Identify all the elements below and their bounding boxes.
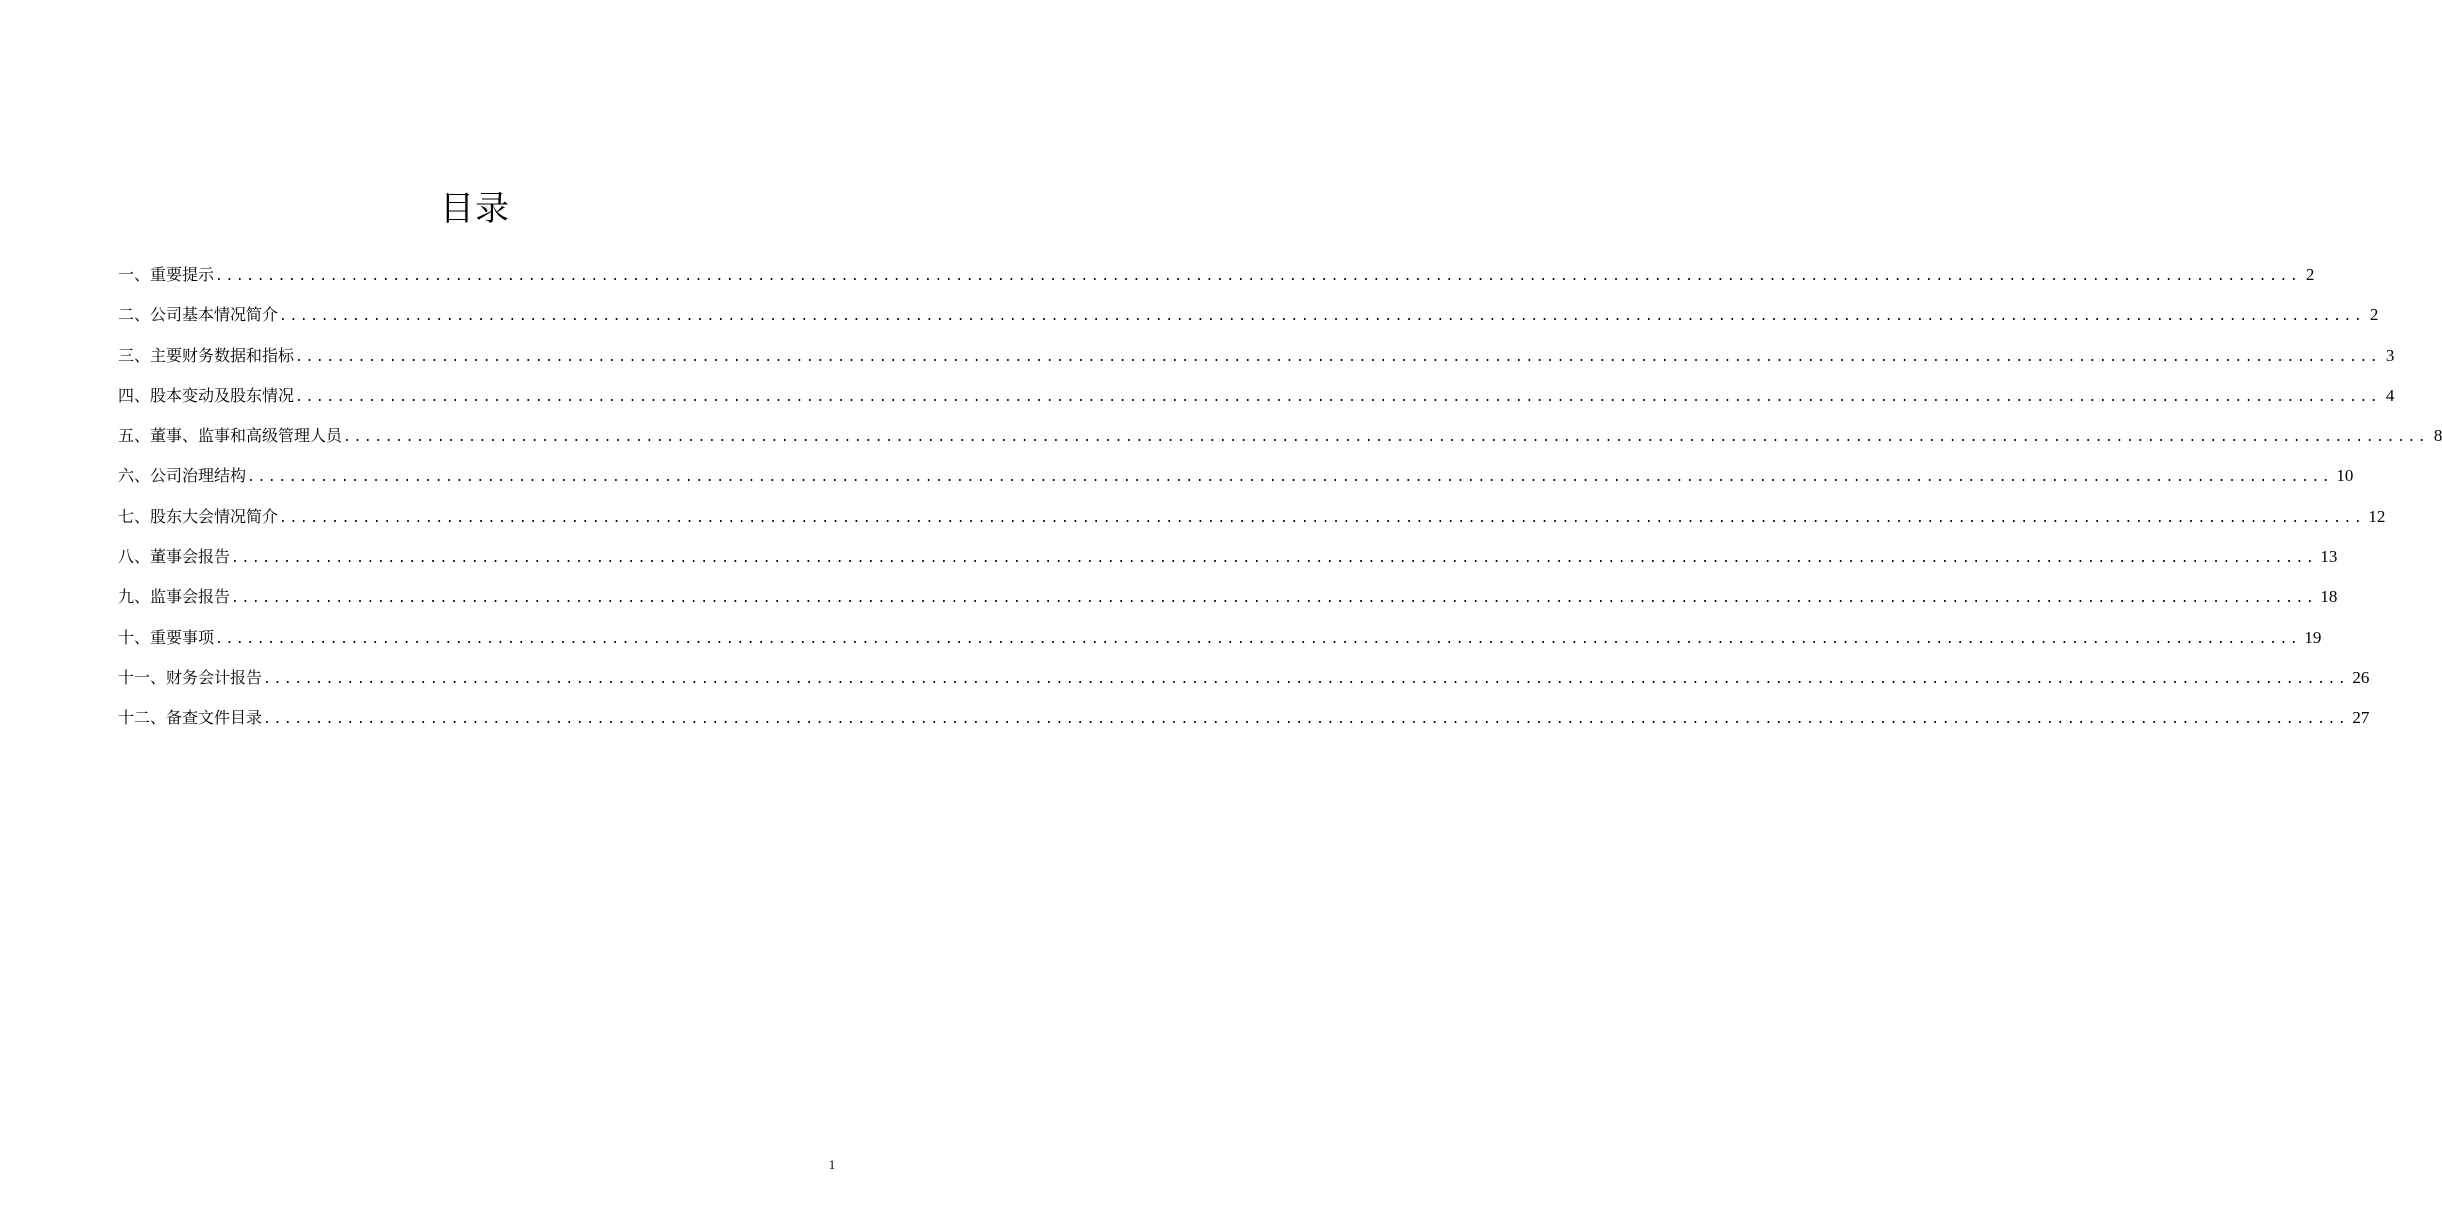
toc-entry-label: 九、监事会报告 [118, 587, 231, 607]
toc-entry-label: 三、主要财务数据和指标 [118, 345, 295, 365]
toc-entry-label: 四、股本变动及股东情况 [118, 385, 295, 405]
toc-dot-leader: ........................................................................................................................................................................................................ [295, 349, 2381, 365]
toc-entry-page: 4 [2385, 385, 2395, 405]
toc-entry-label: 一、重要提示 [118, 265, 215, 284]
table-of-contents [118, 262, 2442, 746]
toc-dot-leader: ........................................................................................................................................................................................................ [343, 430, 2429, 446]
toc-entry-page: 8 [2433, 426, 2442, 446]
toc-entry-label: 十二、备查文件目录 [118, 708, 263, 728]
toc-dot-leader: ........................................................................................................................................................................................................ [215, 631, 2301, 647]
toc-entry-label: 十一、财务会计报告 [118, 667, 263, 687]
toc-entry-company-profile[interactable] [118, 302, 2379, 342]
toc-dot-leader: ........................................................................................................................................................................................................ [295, 389, 2381, 405]
toc-dot-leader: ........................................................................................................................................................................................................ [263, 671, 2349, 687]
toc-entry-page: 10 [2336, 466, 2354, 486]
toc-entry-financial-data[interactable] [118, 343, 2395, 383]
toc-entry-page: 12 [2368, 506, 2386, 526]
toc-entry-page: 2 [2305, 265, 2315, 284]
page-number: 1 [828, 1157, 836, 1172]
toc-entry-governance[interactable] [118, 463, 2354, 503]
toc-entry-page: 27 [2352, 708, 2370, 728]
toc-dot-leader: ........................................................................................................................................................................................................ [231, 551, 2317, 567]
toc-entry-supervisory-report[interactable] [118, 584, 2338, 624]
toc-entry-page: 19 [2304, 627, 2322, 647]
toc-entry-page: 13 [2320, 547, 2338, 567]
toc-entry-page: 26 [2352, 667, 2370, 687]
toc-dot-leader: ........................................................................................................................................................................................................ [263, 712, 2349, 728]
toc-dot-leader: ........................................................................................................................................................................................................ [215, 269, 2301, 284]
toc-dot-leader: ........................................................................................................................................................................................................ [279, 309, 2365, 325]
toc-entry-page: 18 [2320, 587, 2338, 607]
toc-entry-label: 十、重要事项 [118, 627, 215, 647]
toc-entry-financial-report[interactable] [118, 665, 2370, 705]
toc-entry-label: 七、股东大会情况简介 [118, 506, 279, 526]
page-title: 目录 [440, 188, 510, 229]
toc-entry-page: 2 [2369, 305, 2379, 325]
toc-entry-label: 六、公司治理结构 [118, 466, 247, 486]
toc-entry-directors[interactable] [118, 423, 2442, 463]
toc-entry-share-capital[interactable] [118, 383, 2395, 423]
toc-entry-label: 二、公司基本情况简介 [118, 305, 279, 325]
toc-dot-leader: ........................................................................................................................................................................................................ [279, 510, 2365, 526]
toc-entry-label: 八、董事会报告 [118, 547, 231, 567]
toc-dot-leader: ........................................................................................................................................................................................................ [247, 470, 2333, 486]
toc-entry-significant-matters[interactable] [118, 625, 2322, 665]
toc-dot-leader: ........................................................................................................................................................................................................ [231, 591, 2317, 607]
toc-entry-important-notice[interactable] [118, 262, 2315, 302]
toc-entry-label: 五、董事、监事和高级管理人员 [118, 426, 343, 446]
toc-entry-board-report[interactable] [118, 544, 2338, 584]
toc-entry-reference-documents[interactable] [118, 705, 2370, 745]
toc-entry-page: 3 [2385, 345, 2395, 365]
toc-entry-shareholders-meeting[interactable] [118, 504, 2386, 544]
